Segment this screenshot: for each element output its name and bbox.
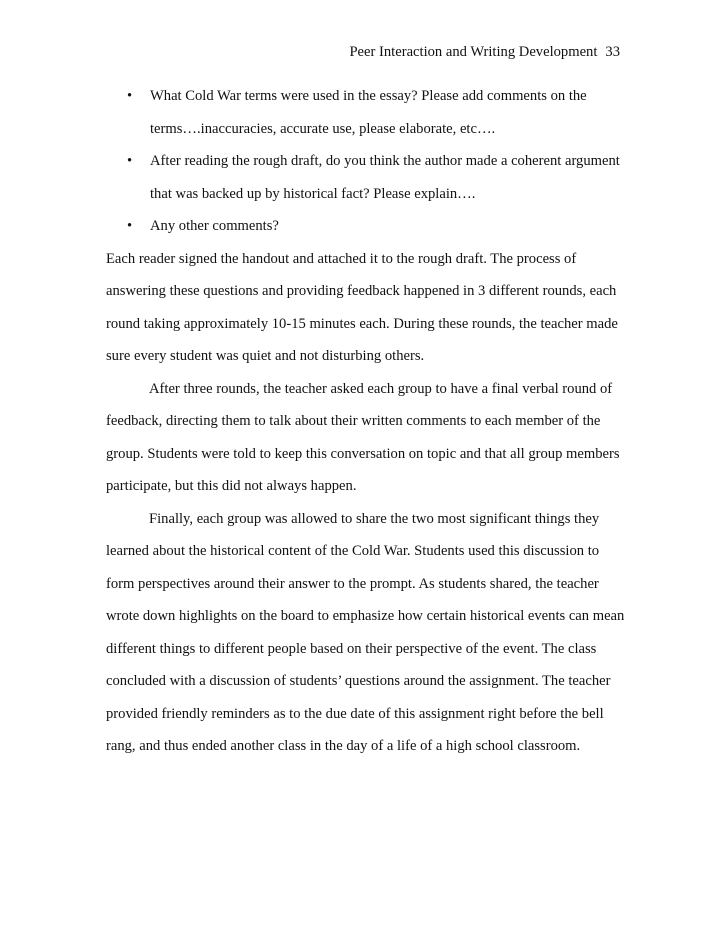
bullet-marker: • bbox=[127, 153, 133, 169]
paragraph bbox=[106, 508, 636, 768]
paragraph-line: concluded with a discussion of students’ questions around the assignment. The teacher bbox=[106, 673, 611, 689]
bullet-item bbox=[106, 215, 636, 248]
body-text bbox=[106, 85, 636, 768]
bullet-marker: • bbox=[127, 218, 133, 234]
paragraph-line: learned about the historical content of the Cold War. Students used this discussion to bbox=[106, 543, 600, 559]
paragraph-line: Each reader signed the handout and attached it to the rough draft. The process of bbox=[106, 250, 577, 267]
bullet-line: terms….inaccuracies, accurate use, please elaborate, etc…. bbox=[150, 120, 496, 137]
paragraph-line: After three rounds, the teacher asked each group to have a final verbal round of bbox=[149, 380, 613, 397]
bullet-marker: • bbox=[127, 88, 133, 104]
paragraph-line: form perspectives around their answer to the prompt. As students shared, the teacher bbox=[106, 575, 599, 592]
bullet-line: What Cold War terms were used in the essay? Please add comments on the bbox=[150, 88, 587, 104]
paragraph bbox=[106, 248, 636, 378]
paragraph-line: sure every student was quiet and not disturbing others. bbox=[106, 348, 425, 364]
paragraph-line: group. Students were told to keep this conversation on topic and that all group members bbox=[106, 445, 620, 462]
paragraph-line: answering these questions and providing feedback happened in 3 different rounds, each bbox=[106, 283, 617, 299]
bullet-item bbox=[106, 150, 636, 215]
paragraph-line: round taking approximately 10-15 minutes each. During these rounds, the teacher made bbox=[106, 315, 618, 332]
paragraph-line: rang, and thus ended another class in the day of a life of a high school classroom. bbox=[106, 738, 581, 754]
paragraph-line: provided friendly reminders as to the due date of this assignment right before the bell bbox=[106, 705, 604, 722]
paragraph bbox=[106, 378, 636, 508]
paragraph-line: wrote down highlights on the board to emphasize how certain historical events can mean bbox=[106, 608, 625, 624]
bullet-list bbox=[106, 85, 636, 248]
running-header bbox=[349, 44, 620, 60]
paragraph-line: Finally, each group was allowed to share the two most significant things they bbox=[149, 510, 600, 527]
page-number: 33 bbox=[605, 44, 620, 60]
running-title: Peer Interaction and Writing Development bbox=[349, 44, 598, 60]
paragraph-line: participate, but this did not always happen. bbox=[106, 478, 357, 494]
paragraph-line: feedback, directing them to talk about their written comments to each member of the bbox=[106, 413, 601, 429]
bullet-line: After reading the rough draft, do you think the author made a coherent argument bbox=[150, 153, 620, 169]
bullet-line: Any other comments? bbox=[150, 218, 279, 234]
paragraph-line: different things to different people based on their perspective of the event. The class bbox=[106, 640, 597, 657]
bullet-line: that was backed up by historical fact? Please explain…. bbox=[150, 185, 476, 202]
bullet-item bbox=[106, 85, 636, 150]
